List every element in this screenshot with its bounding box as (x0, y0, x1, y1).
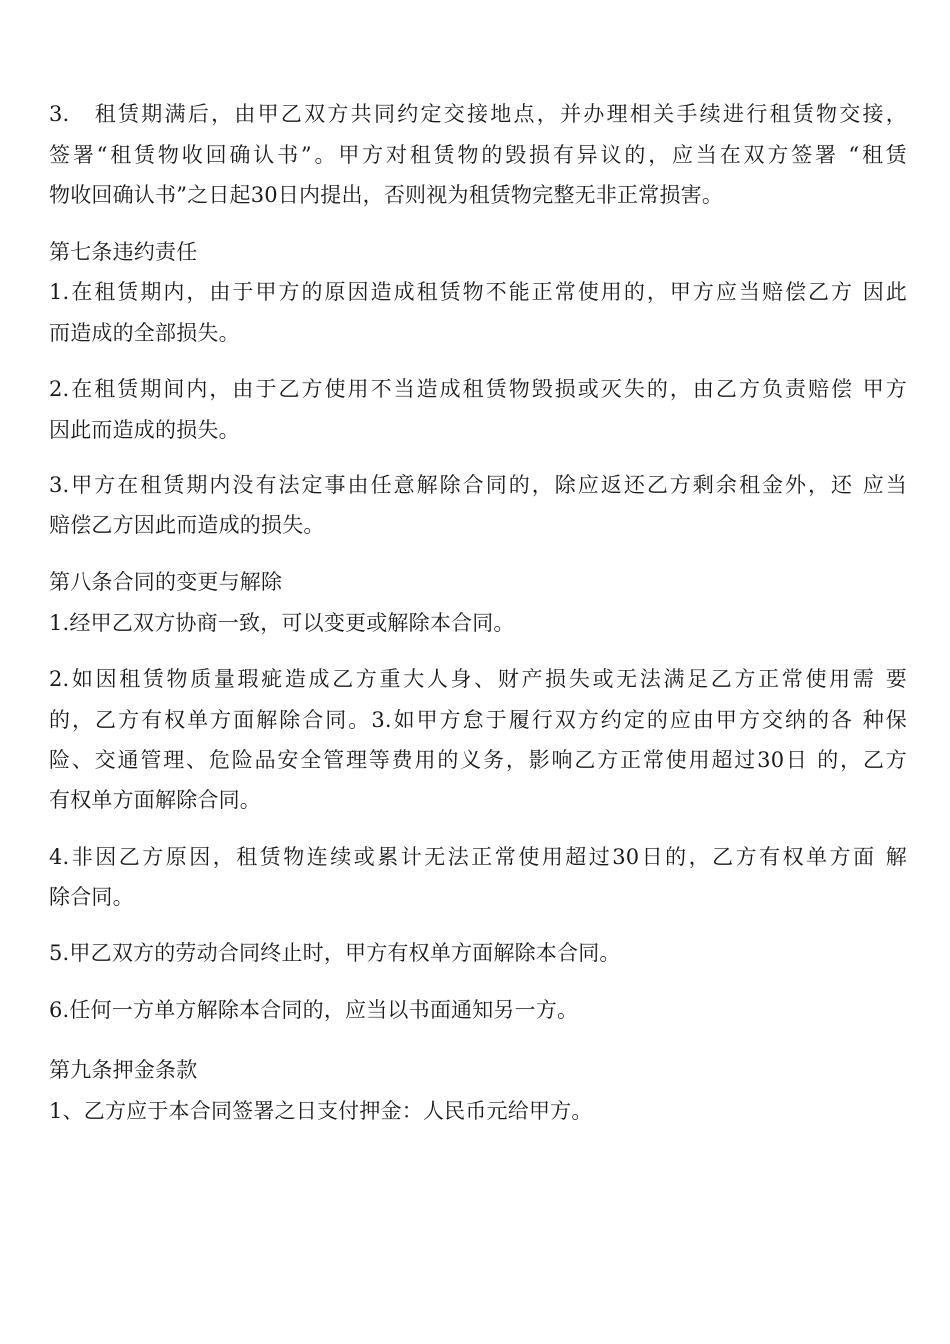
text-line: 物收回确认书”之日起30日内提出，否则视为租赁物完整无非正常损害。 (49, 183, 724, 207)
text-line: 3. 租赁期满后，由甲乙双方共同约定交接地点，并办理相关手续进行租赁物交接， (49, 102, 907, 126)
text-line: 1.经甲乙双方协商一致，可以变更或解除本合同。 (49, 611, 515, 635)
text-line: 4.非因乙方原因，租赁物连续或累计无法正常使用超过30日的，乙方有权单方面 解 (49, 845, 907, 869)
text-line: 6.任何一方单方解除本合同的，应当以书面通知另一方。 (49, 998, 579, 1022)
text-line: 3.甲方在租赁期内没有法定事由任意解除合同的，除应返还乙方剩余租金外，还 应当 (49, 473, 907, 497)
text-line: 的，乙方有权单方面解除合同。3.如甲方怠于履行双方约定的应由甲方交纳的各 种保 (49, 708, 907, 732)
text-line: 赔偿乙方因此而造成的损失。 (49, 513, 325, 537)
text-line: 有权单方面解除合同。 (49, 788, 261, 812)
text-line: 1.在租赁期内，由于甲方的原因造成租赁物不能正常使用的，甲方应当赔偿乙方 因此 (49, 280, 907, 304)
section-heading: 第九条押金条款 (49, 1058, 198, 1082)
text-line: 而造成的全部损失。 (49, 321, 240, 345)
text-line: 除合同。 (49, 885, 134, 909)
section-heading: 第八条合同的变更与解除 (49, 570, 283, 594)
text-line: 签署“租赁物收回确认书”。甲方对租赁物的毁损有异议的，应当在双方签署 “租赁 (49, 143, 907, 167)
text-line: 险、交通管理、危险品安全管理等费用的义务，影响乙方正常使用超过30日 的，乙方 (49, 748, 907, 772)
text-line: 5.甲乙双方的劳动合同终止时，甲方有权单方面解除本合同。 (49, 941, 621, 965)
text-line: 1、乙方应于本合同签署之日支付押金：人民币元给甲方。 (49, 1099, 593, 1123)
text-line: 因此而造成的损失。 (49, 418, 240, 442)
text-line: 2.在租赁期间内，由于乙方使用不当造成租赁物毁损或灭失的，由乙方负责赔偿 甲方 (49, 377, 907, 401)
text-line: 2.如因租赁物质量瑕疵造成乙方重大人身、财产损失或无法满足乙方正常使用需 要 (49, 667, 907, 691)
section-heading: 第七条违约责任 (49, 240, 198, 264)
